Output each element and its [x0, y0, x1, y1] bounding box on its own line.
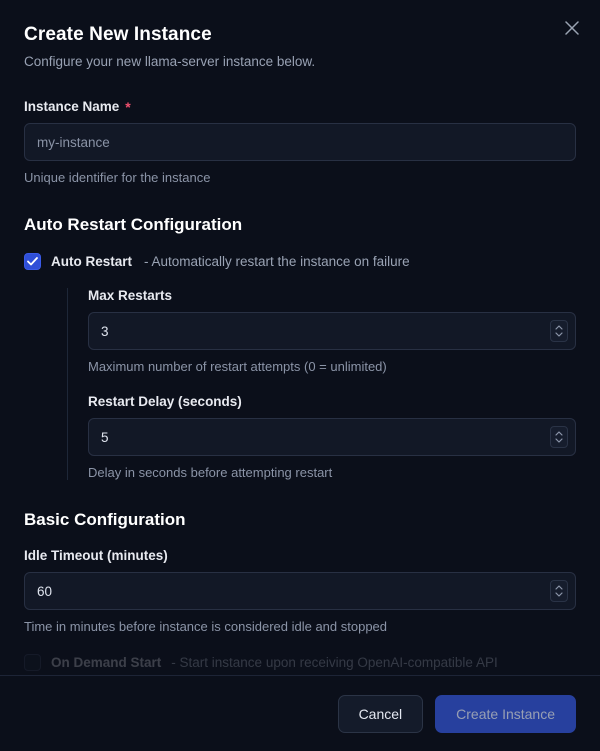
idle-timeout-label: Idle Timeout (minutes)	[24, 548, 168, 563]
max-restarts-input[interactable]	[88, 312, 576, 350]
on-demand-start-checkbox[interactable]	[24, 654, 41, 671]
instance-name-field	[24, 99, 576, 185]
auto-restart-label: Auto Restart	[51, 254, 133, 269]
idle-timeout-field	[24, 548, 576, 634]
max-restarts-stepper[interactable]	[550, 320, 568, 342]
restart-delay-input[interactable]	[88, 418, 576, 456]
on-demand-start-description: - Start instance upon receiving OpenAI-compatible API	[171, 655, 498, 670]
instance-name-label-text: Instance Name	[24, 99, 120, 114]
on-demand-start-row[interactable]	[24, 654, 576, 671]
auto-restart-checkbox[interactable]	[24, 253, 41, 270]
idle-timeout-input[interactable]	[24, 572, 576, 610]
restart-delay-hint: Delay in seconds before attempting restart	[88, 465, 333, 480]
max-restarts-label: Max Restarts	[88, 288, 173, 303]
create-instance-button[interactable]: Create Instance	[435, 695, 576, 733]
max-restarts-hint: Maximum number of restart attempts (0 = unlimited)	[88, 359, 387, 374]
dialog-footer	[0, 675, 600, 751]
cancel-button[interactable]: Cancel	[338, 695, 424, 733]
on-demand-start-label: On Demand Start	[51, 655, 162, 670]
dialog-subtitle: Configure your new llama-server instance below.	[24, 54, 316, 69]
restart-delay-field	[68, 394, 576, 480]
restart-delay-label: Restart Delay (seconds)	[88, 394, 242, 409]
required-marker: *	[125, 98, 131, 115]
auto-restart-description: - Automatically restart the instance on failure	[144, 254, 410, 269]
auto-restart-row[interactable]	[24, 253, 576, 270]
restart-delay-stepper[interactable]	[550, 426, 568, 448]
idle-timeout-stepper[interactable]	[550, 580, 568, 602]
dialog-title: Create New Instance	[24, 24, 212, 45]
max-restarts-field	[68, 288, 576, 374]
instance-name-label	[24, 99, 576, 114]
idle-timeout-hint: Time in minutes before instance is considered idle and stopped	[24, 619, 388, 634]
auto-restart-section-title: Auto Restart Configuration	[24, 215, 243, 234]
instance-name-input[interactable]	[24, 123, 576, 161]
basic-config-section-title: Basic Configuration	[24, 510, 186, 529]
instance-name-hint: Unique identifier for the instance	[24, 170, 211, 185]
auto-restart-options	[67, 288, 576, 480]
